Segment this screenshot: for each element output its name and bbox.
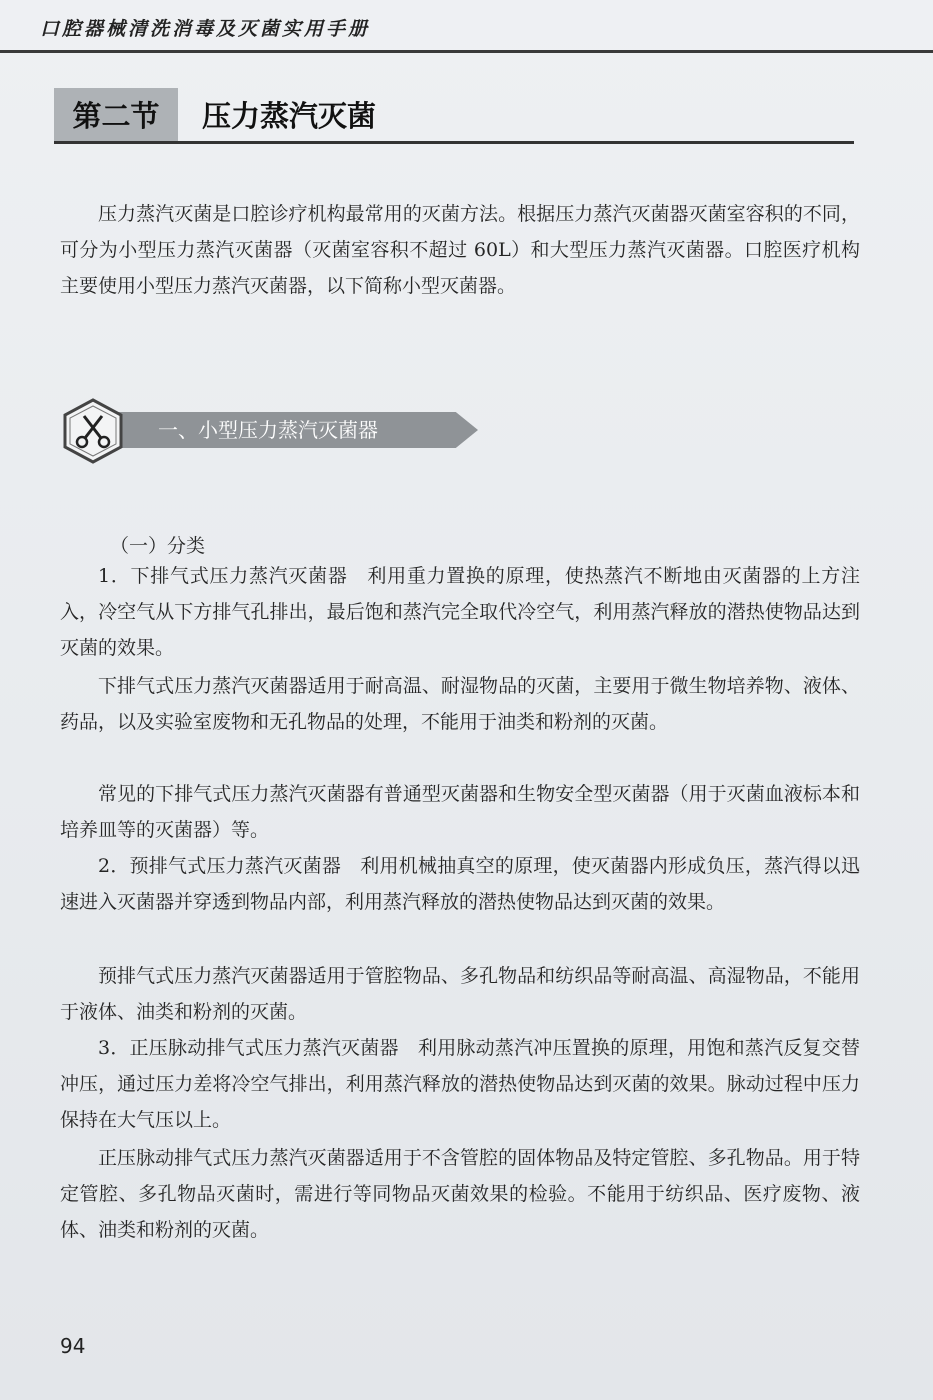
paragraph-2: 下排气式压力蒸汽灭菌器适用于耐高温、耐湿物品的灭菌，主要用于微生物培养物、液体、药品，以及实验室废物和无孔物品的处理，不能用于油类和粉剂的灭菌。	[60, 675, 860, 733]
section-number: 第二节	[54, 88, 178, 144]
subsubsection-heading: （一）分类	[110, 535, 206, 557]
paragraph-1: 1．下排气式压力蒸汽灭菌器 利用重力置换的原理，使热蒸汽不断地由灭菌器的上方注入，冷空气从下方排气孔排出，最后饱和蒸汽完全取代冷空气，利用蒸汽释放的潜热使物品达到灭菌的效果。	[60, 565, 860, 659]
section-rule	[54, 141, 854, 144]
scissors-icon	[60, 398, 126, 464]
paragraph-5: 预排气式压力蒸汽灭菌器适用于管腔物品、多孔物品和纺织品等耐高温、高湿物品，不能用于液体、油类和粉剂的灭菌。	[60, 965, 860, 1023]
paragraph-4: 2．预排气式压力蒸汽灭菌器 利用机械抽真空的原理，使灭菌器内形成负压，蒸汽得以迅速进入灭菌器并穿透到物品内部，利用蒸汽释放的潜热使物品达到灭菌的效果。	[60, 855, 860, 913]
page-number: 94	[60, 1334, 86, 1358]
section-title: 压力蒸汽灭菌	[202, 99, 377, 133]
subsection-banner	[60, 398, 480, 464]
intro-paragraph: 压力蒸汽灭菌是口腔诊疗机构最常用的灭菌方法。根据压力蒸汽灭菌器灭菌室容积的不同，可分为小型压力蒸汽灭菌器（灭菌室容积不超过 60L）和大型压力蒸汽灭菌器。口腔医疗机构主要使用小型压力蒸汽灭菌器，以下简称小型灭菌器。	[60, 203, 860, 297]
paragraph-6: 3．正压脉动排气式压力蒸汽灭菌器 利用脉动蒸汽冲压置换的原理，用饱和蒸汽反复交替冲压，通过压力差将冷空气排出，利用蒸汽释放的潜热使物品达到灭菌的效果。脉动过程中压力保持在大气压以上。	[60, 1037, 860, 1131]
running-header: 口腔器械清洗消毒及灭菌实用手册	[40, 18, 371, 40]
paragraph-7: 正压脉动排气式压力蒸汽灭菌器适用于不含管腔的固体物品及特定管腔、多孔物品。用于特定管腔、多孔物品灭菌时，需进行等同物品灭菌效果的检验。不能用于纺织品、医疗废物、液体、油类和粉剂的灭菌。	[60, 1147, 860, 1241]
subsection-title: 一、小型压力蒸汽灭菌器	[158, 418, 378, 442]
header-rule	[0, 50, 933, 53]
section-heading	[54, 88, 854, 146]
paragraph-3: 常见的下排气式压力蒸汽灭菌器有普通型灭菌器和生物安全型灭菌器（用于灭菌血液标本和培养皿等的灭菌器）等。	[60, 783, 860, 841]
